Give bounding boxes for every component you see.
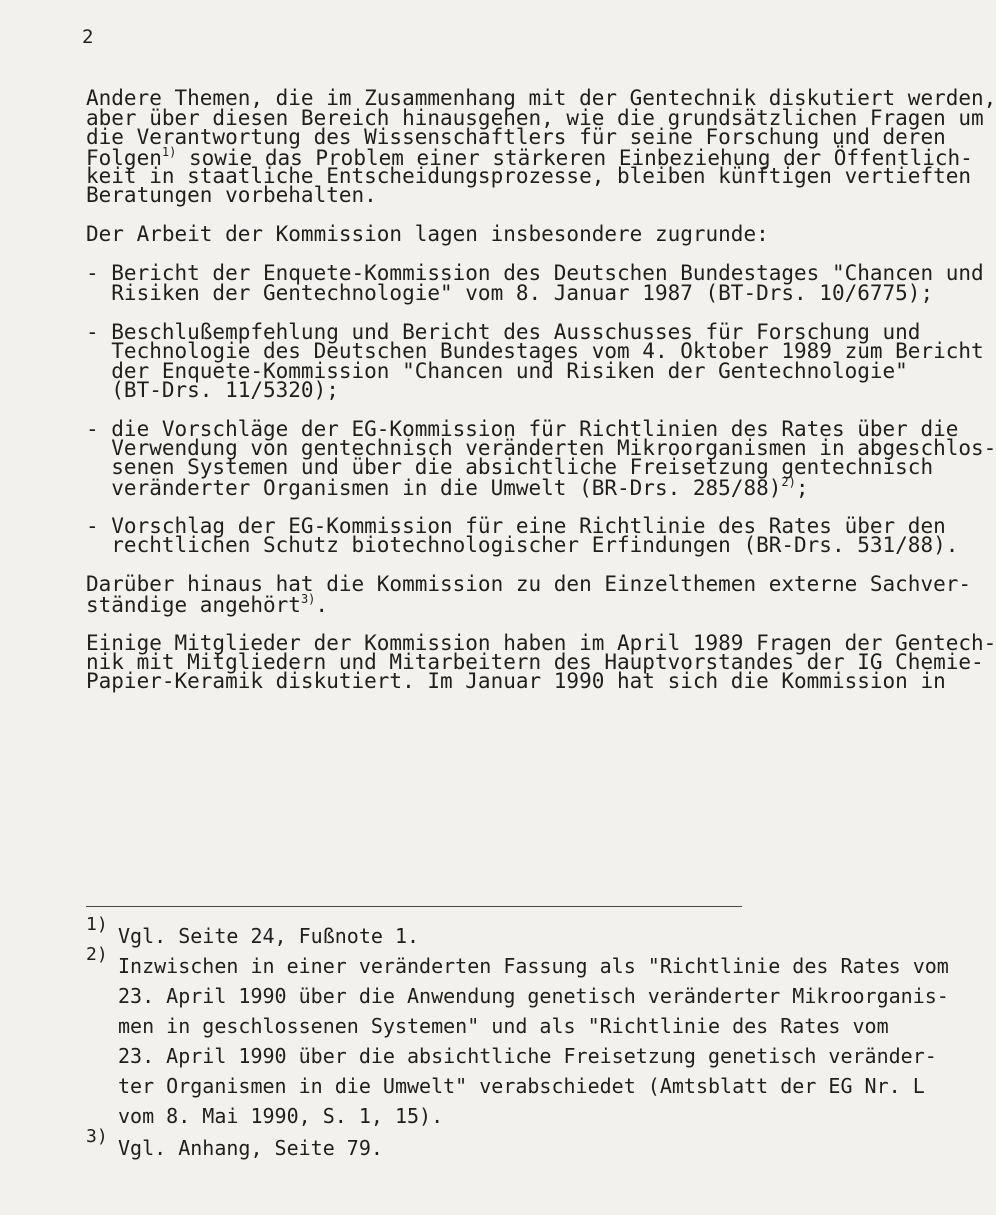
footnote-text: men in geschlossenen Systemen" und als "Richtlinie des Rates vom bbox=[118, 1014, 889, 1038]
footnote-ref: 3) bbox=[300, 592, 316, 606]
text-fragment: ständige angehört bbox=[86, 593, 301, 617]
text-fragment: Folgen bbox=[86, 146, 162, 170]
footnote-text: Vgl. Anhang, Seite 79. bbox=[118, 1136, 383, 1160]
text-line: Einige Mitglieder der Kommission haben im April 1989 Fragen der Gentech- bbox=[86, 631, 996, 655]
text-line: aber über diesen Bereich hinausgehen, wie die grundsätzlichen Fragen um bbox=[86, 106, 984, 130]
text-line: der Enquete-Kommission "Chancen und Risiken der Gentechnologie" bbox=[86, 359, 908, 383]
text-line: Darüber hinaus hat die Kommission zu den Einzelthemen externe Sachver- bbox=[86, 572, 972, 596]
text-line: - Beschlußempfehlung und Bericht des Ausschusses für Forschung und bbox=[86, 320, 921, 344]
text-fragment: veränderter Organismen in die Umwelt (BR-Drs. 285/88) bbox=[86, 476, 782, 500]
text-line bbox=[86, 592, 328, 617]
footnote-text: Inzwischen in einer veränderten Fassung als "Richtlinie des Rates vom bbox=[118, 954, 949, 978]
text-line: - die Vorschläge der EG-Kommission für Richtlinien des Rates über die bbox=[86, 417, 959, 441]
footnote-ref: 1) bbox=[161, 145, 177, 159]
text-line: Andere Themen, die im Zusammenhang mit der Gentechnik diskutiert werden, bbox=[86, 86, 996, 110]
text-fragment: . bbox=[315, 593, 329, 617]
text-line: senen Systemen und über die absichtliche Freisetzung gentechnisch bbox=[86, 455, 934, 479]
text-line bbox=[86, 475, 808, 500]
text-line: (BT-Drs. 11/5320); bbox=[86, 378, 339, 402]
footnote-text: 23. April 1990 über die Anwendung genetisch veränderter Mikroorganis- bbox=[118, 984, 949, 1008]
footnote-mark: 1) bbox=[86, 914, 108, 935]
text-line: die Verantwortung des Wissenschaftlers für seine Forschung und deren bbox=[86, 125, 946, 149]
text-line: Papier-Keramik diskutiert. Im Januar 1990 hat sich die Kommission in bbox=[86, 669, 946, 693]
footnote-mark: 2) bbox=[86, 944, 108, 965]
text-line: nik mit Mitgliedern und Mitarbeitern des Hauptvorstandes der IG Chemie- bbox=[86, 650, 984, 674]
text-line: keit in staatliche Entscheidungsprozesse, bleiben künftigen vertieften bbox=[86, 164, 972, 188]
text-line: - Bericht der Enquete-Kommission des Deutschen Bundestages "Chancen und bbox=[86, 261, 984, 285]
text-line: Technologie des Deutschen Bundestages vom 4. Oktober 1989 zum Bericht bbox=[86, 339, 984, 363]
text-line: Risiken der Gentechnologie" vom 8. Januar 1987 (BT-Drs. 10/6775); bbox=[86, 281, 934, 305]
footnote-ref: 2) bbox=[781, 475, 796, 489]
footnote-text: Vgl. Seite 24, Fußnote 1. bbox=[118, 924, 420, 948]
footnote-divider bbox=[86, 906, 742, 907]
footnote-text: vom 8. Mai 1990, S. 1, 15). bbox=[118, 1104, 444, 1128]
paragraph-basis: Der Arbeit der Kommission lagen insbesondere zugrunde: bbox=[86, 222, 769, 246]
footnote-mark: 3) bbox=[86, 1126, 108, 1147]
page-number: 2 bbox=[82, 26, 94, 48]
footnote-text: 23. April 1990 über die absichtliche Freisetzung genetisch veränder- bbox=[118, 1044, 937, 1068]
text-line: Verwendung von gentechnisch veränderten Mikroorganismen in abgeschlos- bbox=[86, 436, 996, 460]
text-line: rechtlichen Schutz biotechnologischer Erfindungen (BR-Drs. 531/88). bbox=[86, 533, 959, 557]
text-line: Beratungen vorbehalten. bbox=[86, 183, 377, 207]
text-line: - Vorschlag der EG-Kommission für eine Richtlinie des Rates über den bbox=[86, 514, 946, 538]
text-fragment: ; bbox=[795, 476, 809, 500]
footnote-text: ter Organismen in die Umwelt" verabschiedet (Amtsblatt der EG Nr. L bbox=[118, 1074, 925, 1098]
text-fragment: sowie das Problem einer stärkeren Einbeziehung der Öffentlich- bbox=[176, 146, 973, 170]
